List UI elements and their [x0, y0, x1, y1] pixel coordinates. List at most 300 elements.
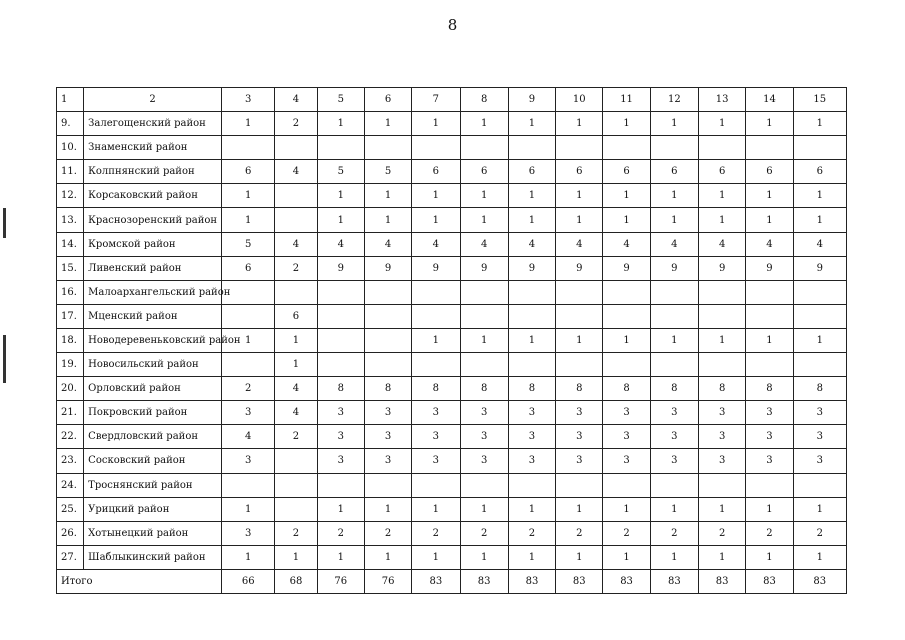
district-name-cell: Ливенский район — [84, 256, 222, 280]
table-row — [57, 473, 847, 497]
value-cell: 4 — [508, 232, 555, 256]
value-cell — [556, 280, 603, 304]
value-cell: 8 — [603, 377, 650, 401]
value-cell: 4 — [793, 232, 846, 256]
value-cell: 1 — [460, 184, 508, 208]
value-cell: 3 — [412, 425, 460, 449]
total-value-cell: 83 — [460, 569, 508, 593]
total-row — [57, 569, 847, 593]
column-number-cell: 6 — [364, 88, 411, 112]
value-cell: 2 — [222, 377, 275, 401]
value-cell: 3 — [460, 401, 508, 425]
value-cell: 1 — [556, 545, 603, 569]
value-cell: 1 — [699, 208, 746, 232]
value-cell: 8 — [508, 377, 555, 401]
value-cell — [508, 280, 555, 304]
value-cell: 2 — [275, 521, 317, 545]
value-cell: 9 — [603, 256, 650, 280]
value-cell: 1 — [793, 208, 846, 232]
total-value-cell: 83 — [699, 569, 746, 593]
value-cell — [650, 353, 698, 377]
value-cell: 1 — [460, 328, 508, 352]
column-number-cell: 10 — [556, 88, 603, 112]
district-name-cell: Троснянский район — [84, 473, 222, 497]
row-number-cell: 21. — [57, 401, 84, 425]
value-cell: 1 — [317, 208, 364, 232]
value-cell — [556, 353, 603, 377]
value-cell — [275, 280, 317, 304]
value-cell: 1 — [603, 497, 650, 521]
value-cell: 3 — [556, 449, 603, 473]
value-cell — [412, 280, 460, 304]
value-cell: 8 — [412, 377, 460, 401]
value-cell: 3 — [650, 425, 698, 449]
value-cell — [699, 280, 746, 304]
value-cell — [364, 353, 411, 377]
value-cell: 1 — [793, 497, 846, 521]
value-cell: 1 — [650, 112, 698, 136]
row-number-cell: 25. — [57, 497, 84, 521]
value-cell: 2 — [275, 112, 317, 136]
row-number-cell: 23. — [57, 449, 84, 473]
value-cell — [222, 136, 275, 160]
value-cell — [275, 449, 317, 473]
value-cell — [222, 473, 275, 497]
district-name-cell: Шаблыкинский район — [84, 545, 222, 569]
value-cell: 1 — [222, 184, 275, 208]
value-cell: 1 — [508, 497, 555, 521]
column-number-cell: 8 — [460, 88, 508, 112]
value-cell: 3 — [222, 521, 275, 545]
value-cell — [460, 136, 508, 160]
column-number-cell: 13 — [699, 88, 746, 112]
total-value-cell: 68 — [275, 569, 317, 593]
value-cell: 6 — [275, 304, 317, 328]
value-cell: 2 — [275, 425, 317, 449]
column-number-cell: 3 — [222, 88, 275, 112]
value-cell — [275, 473, 317, 497]
value-cell: 2 — [793, 521, 846, 545]
value-cell: 4 — [746, 232, 793, 256]
value-cell: 8 — [364, 377, 411, 401]
column-number-cell: 11 — [603, 88, 650, 112]
total-value-cell: 83 — [793, 569, 846, 593]
value-cell — [412, 304, 460, 328]
value-cell: 1 — [412, 545, 460, 569]
row-number-cell: 13. — [57, 208, 84, 232]
column-number-cell: 14 — [746, 88, 793, 112]
value-cell: 8 — [460, 377, 508, 401]
value-cell — [275, 497, 317, 521]
value-cell: 1 — [275, 353, 317, 377]
value-cell: 2 — [603, 521, 650, 545]
value-cell: 1 — [650, 328, 698, 352]
value-cell: 3 — [460, 425, 508, 449]
row-number-cell: 20. — [57, 377, 84, 401]
value-cell: 3 — [603, 401, 650, 425]
row-number-cell: 14. — [57, 232, 84, 256]
value-cell — [650, 473, 698, 497]
district-name-cell: Орловский район — [84, 377, 222, 401]
district-name-cell: Малоархангельский район — [84, 280, 222, 304]
value-cell: 1 — [222, 208, 275, 232]
total-value-cell: 66 — [222, 569, 275, 593]
value-cell: 3 — [317, 449, 364, 473]
value-cell: 6 — [556, 160, 603, 184]
value-cell: 1 — [460, 208, 508, 232]
table-row — [57, 449, 847, 473]
value-cell — [746, 304, 793, 328]
district-name-cell: Сосковский район — [84, 449, 222, 473]
value-cell: 4 — [364, 232, 411, 256]
total-value-cell: 83 — [508, 569, 555, 593]
value-cell: 1 — [746, 497, 793, 521]
value-cell: 3 — [699, 449, 746, 473]
value-cell — [746, 353, 793, 377]
value-cell — [746, 136, 793, 160]
value-cell: 9 — [508, 256, 555, 280]
table-row — [57, 184, 847, 208]
table-row — [57, 208, 847, 232]
value-cell — [603, 280, 650, 304]
value-cell: 4 — [275, 377, 317, 401]
table-row — [57, 497, 847, 521]
value-cell: 9 — [746, 256, 793, 280]
row-number-cell: 10. — [57, 136, 84, 160]
value-cell: 9 — [650, 256, 698, 280]
district-name-cell: Урицкий район — [84, 497, 222, 521]
column-number-cell: 12 — [650, 88, 698, 112]
value-cell — [364, 280, 411, 304]
value-cell: 3 — [793, 449, 846, 473]
value-cell: 1 — [650, 184, 698, 208]
total-label-cell: Итого — [57, 569, 222, 593]
value-cell: 2 — [699, 521, 746, 545]
value-cell — [650, 136, 698, 160]
value-cell: 1 — [556, 112, 603, 136]
value-cell: 9 — [793, 256, 846, 280]
value-cell — [556, 304, 603, 328]
value-cell — [222, 304, 275, 328]
value-cell: 1 — [793, 112, 846, 136]
value-cell: 3 — [556, 401, 603, 425]
value-cell — [746, 280, 793, 304]
value-cell: 5 — [222, 232, 275, 256]
value-cell: 2 — [650, 521, 698, 545]
value-cell: 2 — [412, 521, 460, 545]
value-cell: 3 — [556, 425, 603, 449]
table-row — [57, 401, 847, 425]
value-cell — [793, 353, 846, 377]
value-cell: 8 — [650, 377, 698, 401]
total-value-cell: 76 — [364, 569, 411, 593]
value-cell: 1 — [556, 208, 603, 232]
value-cell: 1 — [556, 328, 603, 352]
value-cell: 1 — [317, 184, 364, 208]
value-cell: 8 — [793, 377, 846, 401]
value-cell: 8 — [699, 377, 746, 401]
value-cell — [793, 136, 846, 160]
row-number-cell: 11. — [57, 160, 84, 184]
data-table — [56, 87, 847, 594]
total-value-cell: 83 — [412, 569, 460, 593]
value-cell: 1 — [412, 184, 460, 208]
value-cell: 4 — [275, 232, 317, 256]
value-cell: 3 — [317, 425, 364, 449]
value-cell: 3 — [508, 425, 555, 449]
district-name-cell: Мценский район — [84, 304, 222, 328]
value-cell — [317, 473, 364, 497]
value-cell — [460, 280, 508, 304]
table-row — [57, 545, 847, 569]
district-name-cell: Краснозоренский район — [84, 208, 222, 232]
value-cell — [364, 473, 411, 497]
value-cell: 1 — [650, 497, 698, 521]
value-cell: 4 — [460, 232, 508, 256]
row-number-cell: 18. — [57, 328, 84, 352]
row-number-cell: 22. — [57, 425, 84, 449]
scan-margin-mark — [3, 208, 6, 238]
value-cell: 1 — [699, 328, 746, 352]
column-number-cell: 4 — [275, 88, 317, 112]
value-cell: 6 — [699, 160, 746, 184]
value-cell: 1 — [556, 497, 603, 521]
value-cell — [603, 304, 650, 328]
value-cell — [556, 473, 603, 497]
value-cell: 1 — [508, 112, 555, 136]
value-cell: 1 — [364, 497, 411, 521]
value-cell — [650, 280, 698, 304]
value-cell: 1 — [650, 208, 698, 232]
value-cell: 8 — [746, 377, 793, 401]
value-cell — [699, 136, 746, 160]
value-cell: 1 — [699, 497, 746, 521]
value-cell: 1 — [746, 184, 793, 208]
value-cell: 3 — [699, 401, 746, 425]
value-cell: 1 — [317, 545, 364, 569]
district-name-cell: Новосильский район — [84, 353, 222, 377]
value-cell: 3 — [412, 401, 460, 425]
value-cell: 2 — [317, 521, 364, 545]
value-cell: 1 — [364, 112, 411, 136]
value-cell: 6 — [508, 160, 555, 184]
value-cell: 3 — [412, 449, 460, 473]
value-cell: 6 — [222, 160, 275, 184]
value-cell: 3 — [793, 401, 846, 425]
value-cell: 4 — [275, 160, 317, 184]
value-cell: 1 — [460, 497, 508, 521]
value-cell: 4 — [650, 232, 698, 256]
column-number-cell: 7 — [412, 88, 460, 112]
value-cell: 3 — [364, 401, 411, 425]
value-cell: 9 — [364, 256, 411, 280]
value-cell: 3 — [650, 449, 698, 473]
table-row — [57, 425, 847, 449]
value-cell: 3 — [317, 401, 364, 425]
district-name-cell: Покровский район — [84, 401, 222, 425]
value-cell — [460, 353, 508, 377]
value-cell: 6 — [460, 160, 508, 184]
value-cell: 1 — [699, 184, 746, 208]
header-row — [57, 88, 847, 112]
row-number-cell: 17. — [57, 304, 84, 328]
value-cell — [364, 304, 411, 328]
district-name-cell: Кромской район — [84, 232, 222, 256]
value-cell: 1 — [603, 545, 650, 569]
value-cell — [508, 353, 555, 377]
table-row — [57, 160, 847, 184]
value-cell: 4 — [317, 232, 364, 256]
value-cell: 1 — [412, 497, 460, 521]
value-cell — [699, 304, 746, 328]
value-cell: 1 — [603, 184, 650, 208]
value-cell: 4 — [699, 232, 746, 256]
value-cell: 1 — [364, 208, 411, 232]
value-cell — [699, 473, 746, 497]
value-cell: 3 — [650, 401, 698, 425]
value-cell: 9 — [556, 256, 603, 280]
table-row — [57, 112, 847, 136]
value-cell — [699, 353, 746, 377]
row-number-cell: 12. — [57, 184, 84, 208]
value-cell — [222, 353, 275, 377]
value-cell — [603, 353, 650, 377]
value-cell: 1 — [222, 112, 275, 136]
value-cell: 1 — [364, 545, 411, 569]
value-cell: 3 — [222, 401, 275, 425]
value-cell: 1 — [275, 545, 317, 569]
district-name-cell: Залегощенский район — [84, 112, 222, 136]
value-cell: 5 — [364, 160, 411, 184]
value-cell: 3 — [603, 425, 650, 449]
value-cell — [603, 473, 650, 497]
value-cell: 1 — [699, 112, 746, 136]
value-cell — [412, 473, 460, 497]
value-cell: 1 — [793, 184, 846, 208]
value-cell: 1 — [508, 545, 555, 569]
total-value-cell: 83 — [650, 569, 698, 593]
table-row — [57, 353, 847, 377]
value-cell — [275, 184, 317, 208]
district-name-cell: Знаменский район — [84, 136, 222, 160]
value-cell: 1 — [317, 497, 364, 521]
row-number-cell: 26. — [57, 521, 84, 545]
value-cell: 1 — [793, 545, 846, 569]
scan-margin-mark — [3, 335, 6, 383]
value-cell — [746, 473, 793, 497]
value-cell: 3 — [603, 449, 650, 473]
value-cell — [364, 328, 411, 352]
value-cell: 6 — [222, 256, 275, 280]
row-number-cell: 16. — [57, 280, 84, 304]
value-cell — [650, 304, 698, 328]
value-cell: 6 — [603, 160, 650, 184]
value-cell: 2 — [460, 521, 508, 545]
value-cell: 3 — [460, 449, 508, 473]
value-cell: 3 — [699, 425, 746, 449]
value-cell: 1 — [508, 184, 555, 208]
value-cell — [275, 136, 317, 160]
value-cell — [317, 353, 364, 377]
value-cell — [508, 473, 555, 497]
value-cell — [508, 136, 555, 160]
value-cell: 1 — [364, 184, 411, 208]
value-cell — [275, 208, 317, 232]
value-cell — [793, 304, 846, 328]
table-row — [57, 377, 847, 401]
value-cell: 3 — [746, 425, 793, 449]
value-cell: 3 — [793, 425, 846, 449]
value-cell — [317, 136, 364, 160]
value-cell: 1 — [603, 208, 650, 232]
district-name-cell: Корсаковский район — [84, 184, 222, 208]
value-cell — [603, 136, 650, 160]
total-value-cell: 76 — [317, 569, 364, 593]
value-cell: 9 — [699, 256, 746, 280]
page-number: 8 — [447, 16, 458, 34]
value-cell: 8 — [556, 377, 603, 401]
total-value-cell: 83 — [603, 569, 650, 593]
table-row — [57, 521, 847, 545]
column-number-cell: 2 — [84, 88, 222, 112]
value-cell: 3 — [508, 401, 555, 425]
value-cell: 1 — [275, 328, 317, 352]
value-cell: 1 — [793, 328, 846, 352]
value-cell: 3 — [508, 449, 555, 473]
value-cell: 2 — [364, 521, 411, 545]
value-cell: 9 — [412, 256, 460, 280]
row-number-cell: 9. — [57, 112, 84, 136]
district-name-cell: Свердловский район — [84, 425, 222, 449]
value-cell: 5 — [317, 160, 364, 184]
value-cell: 1 — [317, 112, 364, 136]
district-name-cell: Хотынецкий район — [84, 521, 222, 545]
table-row — [57, 256, 847, 280]
value-cell — [460, 304, 508, 328]
value-cell: 2 — [508, 521, 555, 545]
table-row — [57, 136, 847, 160]
value-cell: 4 — [556, 232, 603, 256]
value-cell: 1 — [460, 545, 508, 569]
value-cell: 4 — [222, 425, 275, 449]
value-cell: 6 — [412, 160, 460, 184]
value-cell: 9 — [460, 256, 508, 280]
value-cell: 6 — [650, 160, 698, 184]
column-number-cell: 9 — [508, 88, 555, 112]
value-cell: 6 — [746, 160, 793, 184]
value-cell: 1 — [603, 112, 650, 136]
row-number-cell: 19. — [57, 353, 84, 377]
value-cell: 1 — [746, 208, 793, 232]
value-cell: 1 — [508, 208, 555, 232]
value-cell: 3 — [746, 449, 793, 473]
value-cell — [793, 473, 846, 497]
value-cell — [556, 136, 603, 160]
district-name-cell: Новодеревеньковский район — [84, 328, 222, 352]
table-row — [57, 304, 847, 328]
value-cell: 1 — [746, 545, 793, 569]
value-cell: 2 — [746, 521, 793, 545]
table-row — [57, 280, 847, 304]
value-cell: 1 — [699, 545, 746, 569]
value-cell — [412, 136, 460, 160]
value-cell: 9 — [317, 256, 364, 280]
value-cell: 1 — [412, 328, 460, 352]
value-cell: 4 — [275, 401, 317, 425]
value-cell: 1 — [603, 328, 650, 352]
value-cell: 1 — [746, 112, 793, 136]
column-number-cell: 1 — [57, 88, 84, 112]
